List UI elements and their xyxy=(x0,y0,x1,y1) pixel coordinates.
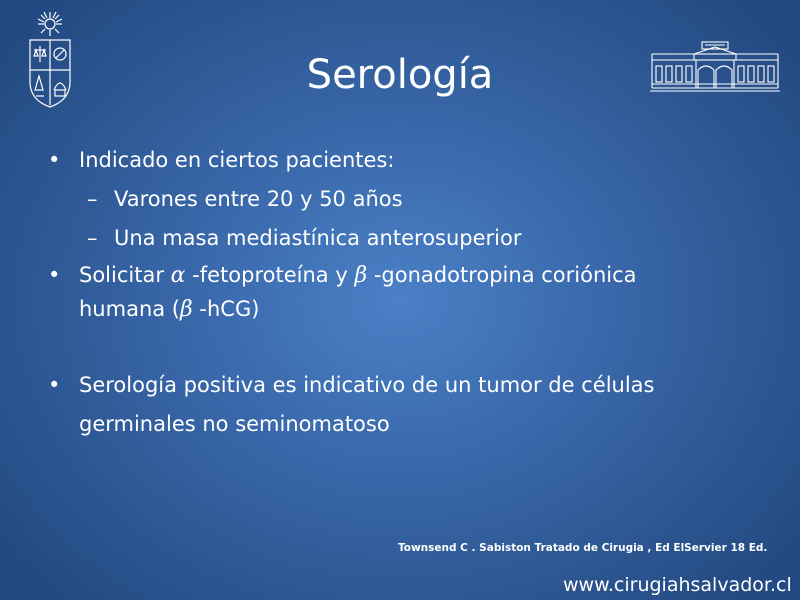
text-segment: Solicitar xyxy=(79,263,171,287)
bullet-text-line2: germinales no seminomatoso xyxy=(79,412,390,436)
bullet-text-line1: Serología positiva es indicativo de un tumor de células xyxy=(79,373,655,397)
bullet-marker: • xyxy=(48,263,61,287)
slide-title: Serología xyxy=(306,52,494,98)
dash-marker: – xyxy=(87,226,98,250)
citation-text: Townsend C . Sabiston Tratado de Cirugia , Ed ElServier 18 Ed. xyxy=(398,542,768,554)
bullet-marker: • xyxy=(48,373,61,397)
bullet-marker: • xyxy=(48,148,61,172)
sub-item-text: Varones entre 20 y 50 años xyxy=(114,187,403,211)
text-segment: -gonadotropina coriónica xyxy=(367,263,637,287)
bullet-text-line2 xyxy=(79,295,259,324)
sub-item-text: Una masa mediastínica anterosuperior xyxy=(114,226,522,250)
bullet-text: Indicado en ciertos pacientes: xyxy=(79,148,395,172)
text-segment: -hCG) xyxy=(192,297,260,321)
website-url: www.cirugiahsalvador.cl xyxy=(563,574,792,596)
alpha-symbol: α xyxy=(170,263,186,288)
beta-symbol: β xyxy=(180,297,193,322)
beta-symbol: β xyxy=(354,263,368,288)
dash-marker: – xyxy=(87,187,98,211)
text-segment: humana ( xyxy=(79,297,180,321)
text-segment: -fetoproteína y xyxy=(185,263,355,287)
bullet-text-line1 xyxy=(79,261,637,290)
